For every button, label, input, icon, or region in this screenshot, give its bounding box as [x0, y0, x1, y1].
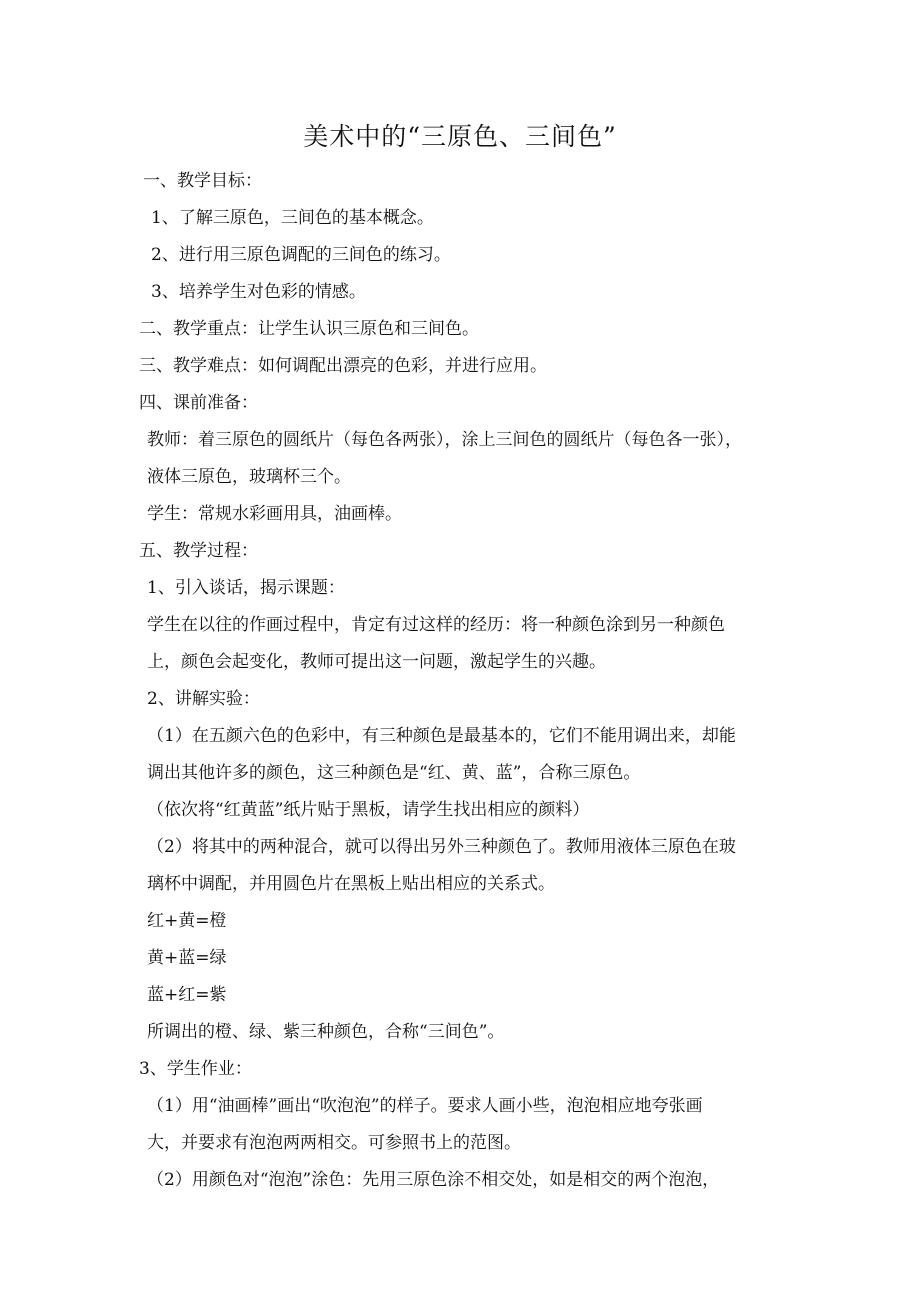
paragraph-line: （1）用“油画棒”画出“吹泡泡”的样子。要求人画小些，泡泡相应地夸张画 [147, 1096, 703, 1116]
section-heading-objectives: 一、教学目标： [143, 171, 262, 191]
paragraph-line: 调出其他许多的颜色，这三种颜色是“红、黄、蓝”，合称三原色。 [147, 763, 641, 783]
paragraph-line: 所调出的橙、绿、紫三种颜色，合称“三间色”。 [147, 1022, 505, 1042]
paragraph-line: 教师：着三原色的圆纸片（每色各两张），涂上三间色的圆纸片（每色各一张）， [147, 430, 742, 450]
objective-item: 1、了解三原色，三间色的基本概念。 [151, 208, 434, 228]
formula-line: 黄+蓝=绿 [147, 948, 227, 968]
paragraph-line: （1）在五颜六色的色彩中，有三种颜色是最基本的，它们不能用调出来，却能 [147, 726, 736, 746]
paragraph-line: 璃杯中调配，并用圆色片在黑板上贴出相应的关系式。 [147, 874, 555, 894]
section-heading-difficulties: 三、教学难点：如何调配出漂亮的色彩，并进行应用。 [139, 356, 547, 376]
section-heading-process: 五、教学过程： [139, 541, 258, 561]
subsection-heading: 3、学生作业： [139, 1059, 252, 1079]
page-title: 美术中的“三原色、三间色” [303, 122, 617, 151]
subsection-heading: 2、讲解实验： [147, 689, 260, 709]
paragraph-line: （2）用颜色对“泡泡”涂色：先用三原色涂不相交处，如是相交的两个泡泡， [147, 1170, 720, 1190]
paragraph-line: 上，颜色会起变化，教师可提出这一问题，激起学生的兴趣。 [147, 652, 606, 672]
paragraph-line: （依次将“红黄蓝”纸片贴于黑板，请学生找出相应的颜料） [147, 800, 590, 820]
section-heading-preparation: 四、课前准备： [139, 393, 258, 413]
paragraph-line: 液体三原色，玻璃杯三个。 [147, 467, 351, 487]
section-heading-key-points: 二、教学重点：让学生认识三原色和三间色。 [139, 319, 479, 339]
subsection-heading: 1、引入谈话，揭示课题： [147, 578, 345, 598]
paragraph-line: 大，并要求有泡泡两两相交。可参照书上的范图。 [147, 1133, 521, 1153]
objective-item: 2、进行用三原色调配的三间色的练习。 [151, 245, 451, 265]
paragraph-line: （2）将其中的两种混合，就可以得出另外三种颜色了。教师用液体三原色在玻 [147, 837, 736, 857]
objective-item: 3、培养学生对色彩的情感。 [151, 282, 366, 302]
formula-line: 红+黄=橙 [147, 911, 227, 931]
paragraph-line: 学生在以往的作画过程中，肯定有过这样的经历：将一种颜色涂到另一种颜色 [147, 615, 725, 635]
formula-line: 蓝+红=紫 [147, 985, 227, 1005]
paragraph-line: 学生：常规水彩画用具，油画棒。 [147, 504, 402, 524]
